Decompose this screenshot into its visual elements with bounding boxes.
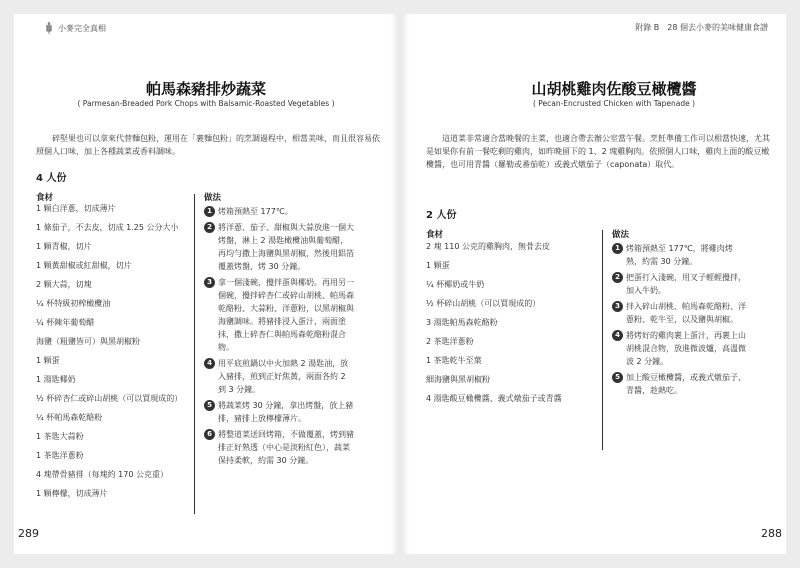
ingredient-item: 4 塊帶骨豬排（每塊約 170 公克重） xyxy=(36,470,168,479)
step-number-badge: 5 xyxy=(612,372,623,383)
ingredient-item: 3 湯匙帕馬森乾酪粉 xyxy=(426,318,498,327)
step-number-badge: 2 xyxy=(612,272,623,283)
running-header-right: 附錄 B 28 個去小麥的美味健康食譜 xyxy=(635,23,768,32)
step-item xyxy=(612,329,747,368)
recipe-subtitle: ( Parmesan-Breaded Pork Chops with Balsamic-Roasted Vegetables ) xyxy=(77,99,335,108)
ingredients-heading: 食材 xyxy=(426,230,444,240)
step-text: 烤箱預熱至 177℃，將雞肉烤熟，約需 30 分鐘。 xyxy=(626,244,733,266)
ingredient-item: 1 顆青椒，切片 xyxy=(36,242,92,251)
ingredient-item: 1 顆黃甜椒或紅甜椒，切片 xyxy=(36,261,132,270)
step-number-badge: 1 xyxy=(612,243,623,254)
recipe-title: 帕馬森豬排炒蔬菜 xyxy=(145,80,266,98)
recipe-intro: 這道菜非常適合當晚餐的主菜，也適合帶去辦公室當午餐。烹飪準備工作可以相當快速，尤其是如果你有前一餐吃剩的雞肉，如昨晚留下的 1、2 塊雞胸肉。依照個人口味，雞肉上面的酸豆橄欖醬，也可用青醬（羅勒或番茄乾）或義式燉茄子（caponata）取代。 xyxy=(426,134,770,169)
step-number-badge: 3 xyxy=(204,277,215,288)
ingredient-item: 海鹽（粗鹽皆可）與黑胡椒粉 xyxy=(36,337,140,346)
step-text: 加上酸豆橄欖醬，或義式燉茄子、青醬，趁熱吃。 xyxy=(626,373,746,395)
step-item xyxy=(204,205,356,218)
ingredient-item: 1 茶匙乾牛至葉 xyxy=(426,356,482,365)
wheat-icon xyxy=(44,22,54,34)
ingredient-item: 2 顆大蒜，切塊 xyxy=(36,280,92,289)
recipe-intro: 碎堅果也可以拿來代替麵包粉，運用在「裹麵包粉」的烹調過程中，相當美味，而且很容易依照個人口味，加上各種蔬菜或香料調味。 xyxy=(36,134,380,156)
steps-heading: 做法 xyxy=(204,193,222,203)
ingredient-item: 1 顆蛋 xyxy=(36,356,60,365)
ingredient-item: ¼ 杯特級初榨橄欖油 xyxy=(36,299,111,308)
step-number-badge: 4 xyxy=(204,358,215,369)
recipe-subtitle: ( Pecan-Encrusted Chicken with Tapenade ) xyxy=(532,99,696,108)
ingredient-item: 1 顆白洋蔥，切成薄片 xyxy=(36,204,116,213)
ingredient-item: ¼ 杯椰奶或牛奶 xyxy=(426,280,485,289)
ingredient-item: 4 湯匙酸豆橄欖醬、義式燉茄子或青醬 xyxy=(426,394,562,403)
left-page xyxy=(14,14,398,554)
step-item xyxy=(612,242,747,268)
ingredient-item: 1 顆檸檬，切成薄片 xyxy=(36,489,108,498)
ingredients-list xyxy=(36,204,186,508)
step-item xyxy=(204,399,356,425)
steps-heading: 做法 xyxy=(612,230,630,240)
ingredient-item: 1 湯匙椰奶 xyxy=(36,375,76,384)
ingredient-item: 2 塊 110 公克的雞胸肉，無骨去皮 xyxy=(426,242,550,251)
ingredient-item: 1 茶匙大蒜粉 xyxy=(36,432,84,441)
ingredient-item: ½ 杯碎杏仁或碎山胡桃（可以買現成的） xyxy=(36,394,183,403)
step-text: 把蛋打入淺碗，用叉子輕輕攪拌，加入牛奶。 xyxy=(626,273,746,295)
ingredient-item: ¼ 杯陳年葡萄醋 xyxy=(36,318,95,327)
ingredient-item: ½ 杯碎山胡桃（可以買現成的） xyxy=(426,299,541,308)
right-page xyxy=(402,14,786,554)
step-text: 用平底煎鍋以中火加熱 2 湯匙油，放入豬排，煎到正好焦黃，兩面各約 2 到 3 分鐘。 xyxy=(218,359,349,394)
ingredient-item: 1 顆蛋 xyxy=(426,261,450,270)
page-number: 289 xyxy=(18,527,39,540)
step-text: 將整道菜送回烤箱，不做覆蓋，烤到豬排正好熟透（中心是淡粉紅色），蔬菜保持柔軟，約需 30 分鐘。 xyxy=(218,430,354,465)
step-number-badge: 3 xyxy=(612,301,623,312)
step-item xyxy=(204,276,356,354)
column-divider xyxy=(194,194,195,514)
page-number: 288 xyxy=(761,527,782,540)
step-text: 將蔬菜烤 30 分鐘，拿出烤盤，放上豬排，豬排上放檸檬薄片。 xyxy=(218,401,354,423)
step-text: 將烤好的雞肉裹上蛋汁，再裹上山胡桃混合物，放進微波爐，高溫微波 2 分鐘。 xyxy=(626,331,746,366)
step-number-badge: 1 xyxy=(204,206,215,217)
step-text: 將洋蔥、茄子、甜椒與大蒜放進一個大烤盤，淋上 2 湯匙橄欖油與葡萄醋，再均勻撒上海鹽與黑胡椒，然後用鋁箔覆蓋烤盤，烤 30 分鐘。 xyxy=(218,223,354,271)
step-number-badge: 4 xyxy=(612,330,623,341)
step-text: 拌入碎山胡桃、帕馬森乾酪粉、洋蔥粉、乾牛至，以及鹽與胡椒。 xyxy=(626,302,746,324)
servings: 4 人份 xyxy=(36,173,67,184)
book-title: 小麥完全真相 xyxy=(58,23,106,33)
steps-list xyxy=(204,205,356,470)
column-divider xyxy=(602,230,603,450)
step-item xyxy=(612,271,747,297)
recipe-title: 山胡桃雞肉佐酸豆橄欖醬 xyxy=(531,80,697,98)
running-header-left xyxy=(44,22,106,34)
ingredient-item: 1 條茄子，不去皮，切成 1.25 公分大小 xyxy=(36,223,179,232)
steps-list xyxy=(612,242,747,400)
ingredient-item: 細海鹽與黑胡椒粉 xyxy=(426,375,490,384)
step-item xyxy=(204,428,356,467)
servings: 2 人份 xyxy=(426,210,457,221)
step-item xyxy=(204,357,356,396)
ingredient-item: 1 茶匙洋蔥粉 xyxy=(36,451,84,460)
step-item xyxy=(612,300,747,326)
step-number-badge: 5 xyxy=(204,400,215,411)
ingredients-list xyxy=(426,242,591,413)
step-number-badge: 6 xyxy=(204,429,215,440)
ingredient-item: 2 茶匙洋蔥粉 xyxy=(426,337,474,346)
step-item xyxy=(612,371,747,397)
ingredient-item: ¼ 杯帕馬森乾酪粉 xyxy=(36,413,103,422)
ingredients-heading: 食材 xyxy=(36,193,54,203)
step-text: 拿一個淺碗，攪拌蛋與椰奶。再用另一個碗，攪拌碎杏仁或碎山胡桃、帕馬森乾酪粉、大蒜粉、洋蔥粉，以黑胡椒與海鹽調味。將豬排浸入蛋汁，兩面塗抹，撒上碎杏仁與帕馬森乾酪粉混合物。 xyxy=(218,278,354,352)
step-item xyxy=(204,221,356,273)
step-number-badge: 2 xyxy=(204,222,215,233)
step-text: 烤箱預熱至 177℃。 xyxy=(218,207,293,216)
